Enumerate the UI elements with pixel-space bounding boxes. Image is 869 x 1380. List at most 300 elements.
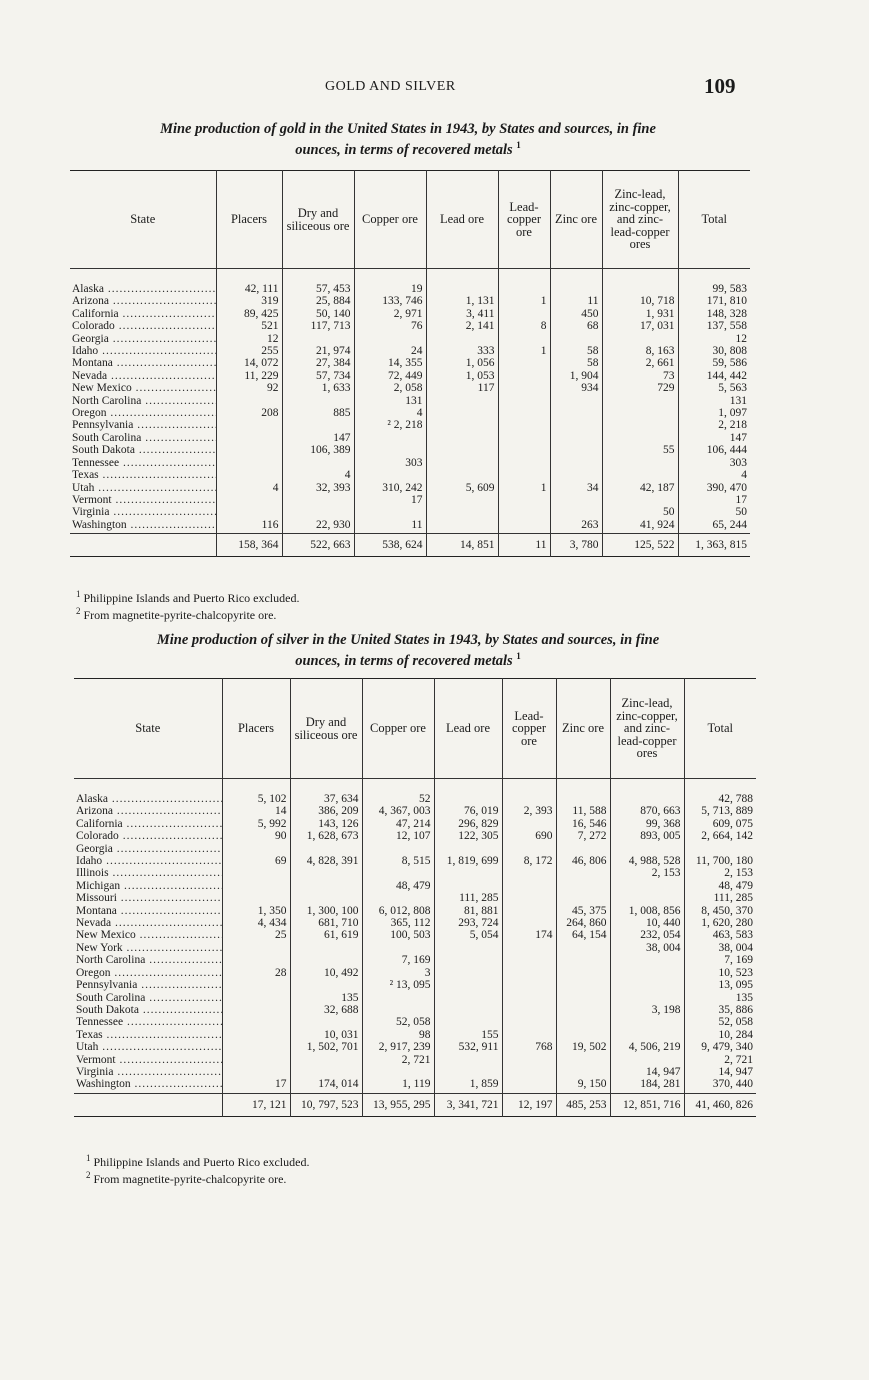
silver-value-cell: [290, 954, 362, 966]
silver-value-cell: 8, 172: [502, 855, 556, 867]
silver-value-cell: 264, 860: [556, 917, 610, 929]
silver-value-cell: 69: [222, 855, 290, 867]
silver-state-cell: [74, 942, 222, 954]
silver-value-cell: 122, 305: [434, 830, 502, 842]
silver-state-cell: [74, 1054, 222, 1066]
gold-value-cell: 32, 393: [282, 482, 354, 494]
silver-value-cell: [362, 992, 434, 1004]
silver-value-cell: 48, 479: [684, 880, 756, 892]
silver-value-cell: [502, 1004, 556, 1016]
silver-state-name: Vermont .....: [76, 1054, 222, 1066]
gold-value-cell: 117, 713: [282, 320, 354, 332]
gold-value-cell: [498, 506, 550, 518]
gold-value-cell: [216, 395, 282, 407]
gold-table-row: [70, 419, 750, 431]
silver-value-cell: [290, 1066, 362, 1078]
silver-value-cell: [222, 1004, 290, 1016]
gold-value-cell: 8: [498, 320, 550, 332]
gold-value-cell: [602, 269, 678, 296]
silver-value-cell: [222, 892, 290, 904]
gold-value-cell: 106, 444: [678, 444, 750, 456]
gold-value-cell: 2, 661: [602, 357, 678, 369]
gold-state-cell: [70, 444, 216, 456]
silver-state-cell: [74, 843, 222, 855]
gold-table-row: [70, 382, 750, 394]
gold-state-cell: [70, 469, 216, 481]
gold-value-cell: [282, 395, 354, 407]
gold-value-cell: 131: [678, 395, 750, 407]
silver-value-cell: 5, 054: [434, 929, 502, 941]
gold-value-cell: [498, 308, 550, 320]
gold-footnote-2: $^2$ From magnetite-pyrite-chalcopyrite ore.: [76, 606, 277, 622]
silver-state-cell: [74, 818, 222, 830]
gold-value-cell: [426, 506, 498, 518]
silver-value-cell: 9, 150: [556, 1078, 610, 1093]
gold-value-cell: 390, 470: [678, 482, 750, 494]
gold-table-row: [70, 482, 750, 494]
gold-value-cell: 1, 904: [550, 370, 602, 382]
silver-value-cell: 10, 440: [610, 917, 684, 929]
silver-value-cell: [610, 1029, 684, 1041]
silver-value-cell: 99, 368: [610, 818, 684, 830]
gold-value-cell: 1: [498, 345, 550, 357]
gold-value-cell: 58: [550, 357, 602, 369]
silver-value-cell: 155: [434, 1029, 502, 1041]
silver-value-cell: 14, 947: [684, 1066, 756, 1078]
silver-value-cell: [222, 1041, 290, 1053]
silver-value-cell: 11, 700, 180: [684, 855, 756, 867]
gold-value-cell: [426, 494, 498, 506]
silver-value-cell: [556, 979, 610, 991]
gold-value-cell: 1, 053: [426, 370, 498, 382]
gold-table-row: [70, 357, 750, 369]
gold-table-row: [70, 269, 750, 296]
gold-state-name: Nevada .....: [72, 370, 216, 382]
gold-value-cell: [498, 444, 550, 456]
silver-state-name: Virginia .....: [76, 1066, 222, 1078]
gold-value-cell: 2, 141: [426, 320, 498, 332]
silver-table-row: [74, 855, 756, 867]
gold-value-cell: [426, 419, 498, 431]
gold-value-cell: [216, 457, 282, 469]
gold-value-cell: 310, 242: [354, 482, 426, 494]
silver-value-cell: 1, 502, 701: [290, 1041, 362, 1053]
silver-table-row: [74, 992, 756, 1004]
gold-value-cell: [498, 407, 550, 419]
gold-value-cell: 4: [678, 469, 750, 481]
gold-state-cell: [70, 506, 216, 518]
gold-value-cell: 12: [678, 333, 750, 345]
gold-value-cell: 1, 097: [678, 407, 750, 419]
gold-value-cell: 57, 734: [282, 370, 354, 382]
gold-production-table: [70, 170, 750, 557]
gold-table-row: [70, 295, 750, 307]
gold-state-name: Oregon .....: [72, 407, 216, 419]
gold-table-row: [70, 345, 750, 357]
silver-value-cell: [610, 979, 684, 991]
silver-value-cell: ² 13, 095: [362, 979, 434, 991]
gold-footnotes: [76, 588, 299, 622]
gold-column-header: Copper ore: [354, 171, 426, 269]
silver-total-label-cell: [74, 1093, 222, 1116]
gold-value-cell: [602, 407, 678, 419]
silver-value-cell: [556, 1066, 610, 1078]
silver-value-cell: 52, 058: [684, 1016, 756, 1028]
gold-value-cell: [550, 469, 602, 481]
silver-value-cell: 174, 014: [290, 1078, 362, 1093]
gold-value-cell: [216, 432, 282, 444]
gold-state-cell: [70, 432, 216, 444]
silver-value-cell: [502, 779, 556, 806]
silver-value-cell: [502, 818, 556, 830]
silver-total-cell: 12, 197: [502, 1093, 556, 1116]
silver-value-cell: 52: [362, 779, 434, 806]
gold-value-cell: [550, 269, 602, 296]
silver-value-cell: [502, 942, 556, 954]
silver-value-cell: [222, 867, 290, 879]
gold-value-cell: [282, 506, 354, 518]
silver-table-row: [74, 892, 756, 904]
silver-value-cell: 2, 664, 142: [684, 830, 756, 842]
silver-table-title: [66, 632, 750, 669]
gold-value-cell: 25, 884: [282, 295, 354, 307]
silver-value-cell: [502, 954, 556, 966]
silver-value-cell: [502, 979, 556, 991]
silver-value-cell: 1, 350: [222, 905, 290, 917]
gold-column-header: Lead ore: [426, 171, 498, 269]
silver-value-cell: [434, 992, 502, 1004]
silver-value-cell: 1, 859: [434, 1078, 502, 1093]
silver-value-cell: 870, 663: [610, 805, 684, 817]
silver-value-cell: 61, 619: [290, 929, 362, 941]
gold-value-cell: [426, 333, 498, 345]
gold-value-cell: [216, 469, 282, 481]
gold-total-cell: 14, 851: [426, 534, 498, 557]
gold-value-cell: [602, 457, 678, 469]
silver-value-cell: [502, 967, 556, 979]
silver-value-cell: 2, 721: [684, 1054, 756, 1066]
silver-value-cell: 3, 198: [610, 1004, 684, 1016]
gold-table-body: [70, 269, 750, 557]
silver-value-cell: 463, 583: [684, 929, 756, 941]
silver-value-cell: 365, 112: [362, 917, 434, 929]
silver-value-cell: 76, 019: [434, 805, 502, 817]
gold-value-cell: [498, 432, 550, 444]
silver-value-cell: 135: [684, 992, 756, 1004]
silver-value-cell: [434, 843, 502, 855]
gold-value-cell: [498, 269, 550, 296]
gold-state-cell: [70, 419, 216, 431]
gold-value-cell: 303: [678, 457, 750, 469]
gold-table-row: [70, 308, 750, 320]
silver-value-cell: 10, 523: [684, 967, 756, 979]
gold-value-cell: 99, 583: [678, 269, 750, 296]
gold-value-cell: [354, 506, 426, 518]
silver-value-cell: [502, 1054, 556, 1066]
silver-value-cell: 5, 992: [222, 818, 290, 830]
silver-value-cell: 370, 440: [684, 1078, 756, 1093]
gold-state-cell: [70, 295, 216, 307]
gold-table-row: [70, 457, 750, 469]
gold-value-cell: 17: [354, 494, 426, 506]
gold-state-cell: [70, 494, 216, 506]
gold-value-cell: 319: [216, 295, 282, 307]
silver-value-cell: [434, 1066, 502, 1078]
silver-state-cell: [74, 805, 222, 817]
gold-value-cell: [550, 444, 602, 456]
silver-state-name: Michigan .....: [76, 880, 222, 892]
gold-state-name: Virginia .....: [72, 506, 216, 518]
gold-value-cell: [282, 457, 354, 469]
gold-value-cell: 8, 163: [602, 345, 678, 357]
silver-state-name: North Carolina .....: [76, 954, 222, 966]
gold-value-cell: 333: [426, 345, 498, 357]
gold-value-cell: [498, 469, 550, 481]
gold-value-cell: [498, 370, 550, 382]
gold-value-cell: [498, 395, 550, 407]
silver-value-cell: 98: [362, 1029, 434, 1041]
gold-value-cell: 65, 244: [678, 519, 750, 534]
gold-value-cell: 729: [602, 382, 678, 394]
silver-state-name: Idaho .....: [76, 855, 222, 867]
gold-table-row: [70, 469, 750, 481]
gold-value-cell: 42, 111: [216, 269, 282, 296]
silver-column-header: State: [74, 679, 222, 779]
gold-value-cell: 131: [354, 395, 426, 407]
silver-value-cell: [362, 843, 434, 855]
silver-production-table: [74, 678, 756, 1117]
gold-state-cell: [70, 407, 216, 419]
silver-table-row: [74, 1066, 756, 1078]
silver-value-cell: [556, 880, 610, 892]
gold-value-cell: 1, 633: [282, 382, 354, 394]
gold-state-cell: [70, 382, 216, 394]
gold-value-cell: 1, 131: [426, 295, 498, 307]
silver-column-header: Lead ore: [434, 679, 502, 779]
gold-column-header: Total: [678, 171, 750, 269]
silver-value-cell: 16, 546: [556, 818, 610, 830]
gold-table-row: [70, 370, 750, 382]
silver-value-cell: [502, 867, 556, 879]
silver-state-name: Oregon .....: [76, 967, 222, 979]
gold-value-cell: 117: [426, 382, 498, 394]
silver-state-cell: [74, 867, 222, 879]
silver-value-cell: [222, 880, 290, 892]
silver-value-cell: [290, 843, 362, 855]
silver-state-cell: [74, 892, 222, 904]
gold-value-cell: 73: [602, 370, 678, 382]
gold-table-row: [70, 494, 750, 506]
silver-state-cell: [74, 1029, 222, 1041]
silver-value-cell: [222, 979, 290, 991]
gold-total-cell: 3, 780: [550, 534, 602, 557]
silver-value-cell: [362, 1066, 434, 1078]
gold-value-cell: [550, 506, 602, 518]
gold-value-cell: 137, 558: [678, 320, 750, 332]
gold-value-cell: 50: [602, 506, 678, 518]
silver-value-cell: [290, 1054, 362, 1066]
silver-value-cell: [434, 1054, 502, 1066]
gold-value-cell: 4: [354, 407, 426, 419]
silver-value-cell: [556, 843, 610, 855]
silver-value-cell: [290, 1016, 362, 1028]
silver-value-cell: 2, 153: [684, 867, 756, 879]
silver-value-cell: 1, 300, 100: [290, 905, 362, 917]
gold-value-cell: 21, 974: [282, 345, 354, 357]
silver-value-cell: [610, 992, 684, 1004]
silver-value-cell: 14, 947: [610, 1066, 684, 1078]
gold-value-cell: [498, 494, 550, 506]
gold-value-cell: 92: [216, 382, 282, 394]
silver-value-cell: [556, 954, 610, 966]
gold-value-cell: ² 2, 218: [354, 419, 426, 431]
silver-state-name: New York .....: [76, 942, 222, 954]
silver-value-cell: 1, 620, 280: [684, 917, 756, 929]
silver-value-cell: [556, 1016, 610, 1028]
silver-value-cell: 690: [502, 830, 556, 842]
gold-value-cell: 116: [216, 519, 282, 534]
silver-state-name: Utah .....: [76, 1041, 222, 1053]
gold-value-cell: 76: [354, 320, 426, 332]
gold-value-cell: [216, 419, 282, 431]
gold-value-cell: 521: [216, 320, 282, 332]
gold-state-name: Montana .....: [72, 357, 216, 369]
gold-value-cell: 147: [678, 432, 750, 444]
gold-value-cell: 934: [550, 382, 602, 394]
gold-table-row: [70, 519, 750, 534]
gold-table-row: [70, 506, 750, 518]
gold-value-cell: 2, 058: [354, 382, 426, 394]
gold-value-cell: 4: [282, 469, 354, 481]
page-header: [0, 74, 869, 102]
gold-value-cell: 5, 563: [678, 382, 750, 394]
gold-table-row: [70, 444, 750, 456]
silver-value-cell: 35, 886: [684, 1004, 756, 1016]
silver-state-name: Texas .....: [76, 1029, 222, 1041]
silver-value-cell: [502, 1066, 556, 1078]
gold-value-cell: 1, 931: [602, 308, 678, 320]
silver-value-cell: [222, 1054, 290, 1066]
silver-value-cell: [362, 867, 434, 879]
gold-state-cell: [70, 333, 216, 345]
silver-value-cell: [290, 867, 362, 879]
silver-value-cell: [290, 979, 362, 991]
silver-value-cell: 12, 107: [362, 830, 434, 842]
silver-state-name: Illinois .....: [76, 867, 222, 879]
gold-state-cell: [70, 370, 216, 382]
gold-value-cell: 68: [550, 320, 602, 332]
silver-value-cell: 111, 285: [684, 892, 756, 904]
gold-header-row: [70, 171, 750, 269]
silver-value-cell: [556, 942, 610, 954]
silver-value-cell: 64, 154: [556, 929, 610, 941]
silver-value-cell: [556, 1029, 610, 1041]
silver-value-cell: 111, 285: [434, 892, 502, 904]
silver-total-cell: 17, 121: [222, 1093, 290, 1116]
gold-total-label-cell: [70, 534, 216, 557]
silver-state-cell: [74, 830, 222, 842]
silver-value-cell: 2, 917, 239: [362, 1041, 434, 1053]
silver-value-cell: [556, 967, 610, 979]
silver-table-row: [74, 880, 756, 892]
silver-column-header: Total: [684, 679, 756, 779]
gold-column-header: Dry and siliceous ore: [282, 171, 354, 269]
silver-value-cell: 8, 515: [362, 855, 434, 867]
gold-value-cell: 57, 453: [282, 269, 354, 296]
silver-total-cell: 12, 851, 716: [610, 1093, 684, 1116]
silver-state-name: New Mexico .....: [76, 929, 222, 941]
silver-column-header: Zinc-lead, zinc-copper, and zinc-lead-copper ores: [610, 679, 684, 779]
silver-value-cell: 38, 004: [610, 942, 684, 954]
gold-value-cell: 11: [354, 519, 426, 534]
silver-value-cell: 19, 502: [556, 1041, 610, 1053]
silver-value-cell: [556, 867, 610, 879]
silver-value-cell: [290, 942, 362, 954]
gold-value-cell: 147: [282, 432, 354, 444]
silver-value-cell: [362, 942, 434, 954]
silver-value-cell: [502, 892, 556, 904]
silver-value-cell: [434, 954, 502, 966]
silver-state-name: Missouri .....: [76, 892, 222, 904]
silver-table-row: [74, 979, 756, 991]
silver-value-cell: [610, 843, 684, 855]
gold-value-cell: 2, 218: [678, 419, 750, 431]
gold-value-cell: 2, 971: [354, 308, 426, 320]
silver-value-cell: 5, 102: [222, 779, 290, 806]
gold-value-cell: [426, 432, 498, 444]
silver-table-row: [74, 818, 756, 830]
silver-table-row: [74, 1016, 756, 1028]
silver-table-row: [74, 929, 756, 941]
gold-value-cell: [498, 519, 550, 534]
gold-value-cell: [426, 457, 498, 469]
silver-total-cell: 3, 341, 721: [434, 1093, 502, 1116]
gold-value-cell: 42, 187: [602, 482, 678, 494]
silver-value-cell: 48, 479: [362, 880, 434, 892]
silver-value-cell: 2, 721: [362, 1054, 434, 1066]
gold-state-name: Georgia .....: [72, 333, 216, 345]
gold-value-cell: 5, 609: [426, 482, 498, 494]
gold-value-cell: [498, 457, 550, 469]
gold-state-name: South Carolina .....: [72, 432, 216, 444]
silver-table-row: [74, 779, 756, 806]
silver-value-cell: 42, 788: [684, 779, 756, 806]
silver-value-cell: [610, 967, 684, 979]
gold-state-cell: [70, 395, 216, 407]
silver-value-cell: [610, 892, 684, 904]
gold-total-row: [70, 534, 750, 557]
silver-state-cell: [74, 979, 222, 991]
gold-state-name: Tennessee .....: [72, 457, 216, 469]
gold-value-cell: [426, 395, 498, 407]
silver-state-name: Tennessee .....: [76, 1016, 222, 1028]
silver-table-row: [74, 1041, 756, 1053]
silver-state-cell: [74, 779, 222, 806]
silver-value-cell: [434, 1004, 502, 1016]
gold-value-cell: 22, 930: [282, 519, 354, 534]
silver-header-row: [74, 679, 756, 779]
silver-value-cell: [434, 942, 502, 954]
gold-column-header: Placers: [216, 171, 282, 269]
silver-state-name: Washington .....: [76, 1078, 222, 1090]
gold-total-cell: 538, 624: [354, 534, 426, 557]
silver-value-cell: [610, 954, 684, 966]
gold-column-header: State: [70, 171, 216, 269]
gold-column-header: Zinc ore: [550, 171, 602, 269]
gold-value-cell: 450: [550, 308, 602, 320]
silver-state-name: Georgia .....: [76, 843, 222, 855]
silver-value-cell: [290, 880, 362, 892]
